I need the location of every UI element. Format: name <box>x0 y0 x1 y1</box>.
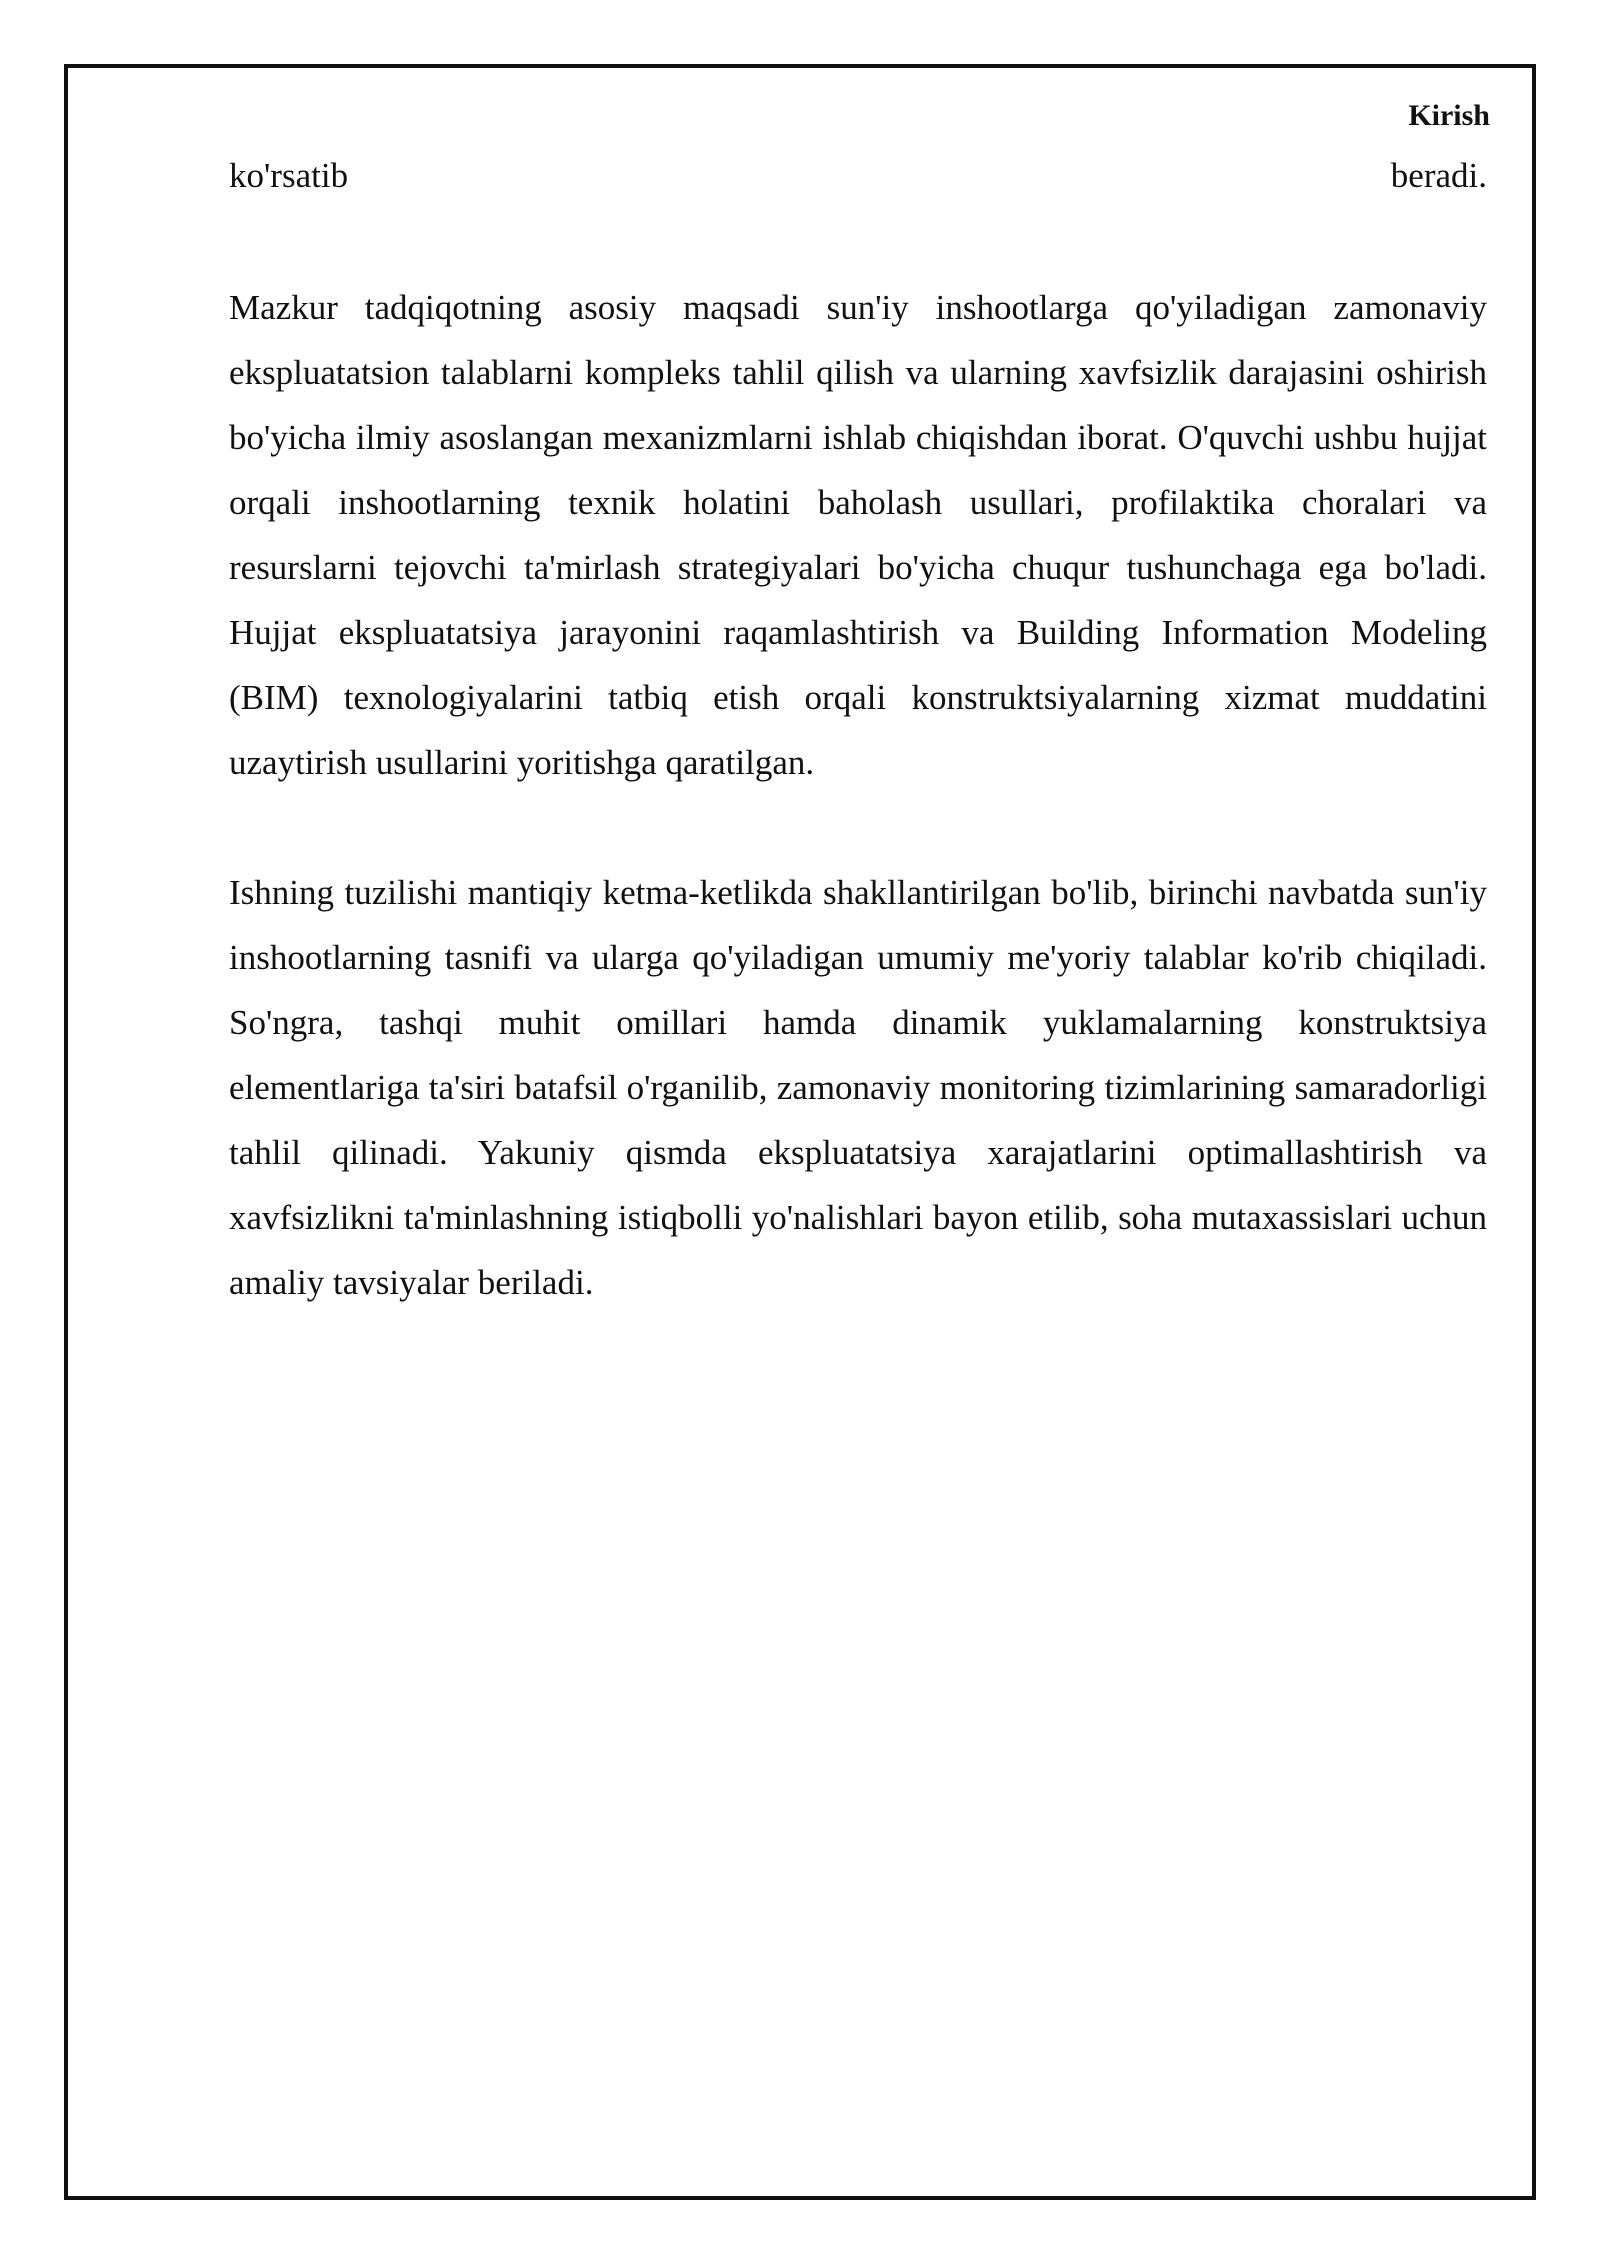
carry-over-left-word: ko'rsatib <box>229 156 349 195</box>
carry-over-line <box>229 150 1487 202</box>
section-title: Kirish <box>1408 99 1490 132</box>
paragraph-structure: Ishning tuzilishi mantiqiy ketma-ketlikda shakllantirilgan bo'lib, birinchi navbatda sun'iy inshootlarning tasnifi va ularga qo'yiladigan umumiy me'yoriy talablar ko'rib chiqiladi. So'ngra, tashqi muhit omillari hamda dinamik yuklamalarning konstruktsiya elementlariga ta'siri batafsil o'rganilib, zamonaviy monitoring tizimlarining samaradorligi tahlil qilinadi. Yakuniy qismda ekspluatatsiya xarajatlarini optimallashtirish va xavfsizlikni ta'minlashning istiqbolli yo'nalishlari bayon etilib, soha mutaxassislari uchun amaliy tavsiyalar beriladi. <box>229 873 1487 1302</box>
carry-over-right-word: beradi. <box>1390 156 1487 195</box>
paragraph-purpose: Mazkur tadqiqotning asosiy maqsadi sun'iy inshootlarga qo'yiladigan zamonaviy ekspluatatsion talablarni kompleks tahlil qilish va ularning xavfsizlik darajasini oshirish bo'yicha ilmiy asoslangan mexanizmlarni ishlab chiqishdan iborat. O'quvchi ushbu hujjat orqali inshootlarning texnik holatini baholash usullari, profilaktika choralari va resurslarni tejovchi ta'mirlash strategiyalari bo'yicha chuqur tushunchaga ega bo'ladi. Hujjat ekspluatatsiya jarayonini raqamlashtirish va Building Information Modeling (BIM) texnologiyalarini tatbiq etish orqali konstruktsiyalarning xizmat muddatini uzaytirish usullarini yoritishga qaratilgan. <box>229 288 1487 782</box>
